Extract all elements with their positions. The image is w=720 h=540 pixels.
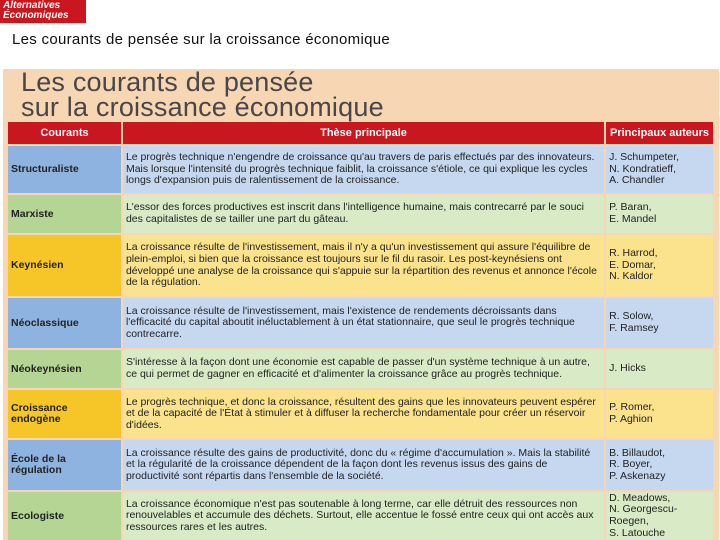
auteurs-cell: P. Romer, P. Aghion [606,390,713,438]
these-cell: Le progrès technique, et donc la croissance, résultent des gains que les innovateurs peuvent espérer et de la capacité de l'État à stimuler et à diffuser la recherche fondamentale pour créer un réservoir d'idées. [123,390,604,438]
these-cell: S'intéresse à la façon dont une économie est capable de passer d'un système technique à un autre, ce qui permet de gagner en efficacité et d'alimenter la croissance grâce au progrès technique. [123,350,604,388]
table-body [8,146,713,540]
these-cell: La croissance résulte de l'investissement, mais il n'y a qu'un investissement qui assure l'équilibre de plein-emploi, si bien que la croissance est toujours sur le fil du rasoir. Les post-keynésiens ont développé une analyse de la croissance qui s'appuie sur la répartition des revenus et annonce l'école de la régulation. [123,235,604,296]
currents-table [6,120,715,540]
infographic-title [21,70,384,120]
table-header-row [8,122,713,144]
header-courants: Courants [8,122,121,144]
logo-line-2: Économiques [3,10,69,21]
infographic-title-line-1: Les courants de pensée [21,69,314,97]
table-row [8,492,713,540]
auteurs-cell: J. Hicks [606,350,713,388]
auteurs-cell: D. Meadows, N. Georgescu-Roegen, S. Latouche [606,492,713,540]
courant-cell: Marxiste [8,195,121,233]
these-cell: L'essor des forces productives est inscrit dans l'intelligence humaine, mais contrecarré par le souci des capitalistes de se tailler une part du gâteau. [123,195,604,233]
auteurs-cell: R. Harrod, E. Domar, N. Kaldor [606,235,713,296]
courant-cell: Structuraliste [8,146,121,193]
auteurs-cell: R. Solow, F. Ramsey [606,298,713,348]
table-row [8,195,713,233]
table-row [8,440,713,490]
page-title: Les courants de pensée sur la croissance économique [12,31,391,48]
auteurs-cell: J. Schumpeter, N. Kondratieff, A. Chandler [606,146,713,193]
table-row [8,146,713,193]
header-auteurs: Principaux auteurs [606,122,713,144]
alternatives-economiques-logo [0,0,86,23]
table-row [8,350,713,388]
these-cell: Le progrès technique n'engendre de croissance qu'au travers de paris effectués par des innovateurs. Mais lorsque l'intensité du progrès technique faiblit, la croissance s'étiole, ce qui explique les cycles longs d'expansion puis de ralentissement de la croissance. [123,146,604,193]
table-row [8,390,713,438]
header-these: Thèse principale [123,122,604,144]
infographic-title-line-2: sur la croissance économique [21,92,384,122]
auteurs-cell: P. Baran, E. Mandel [606,195,713,233]
these-cell: La croissance résulte des gains de productivité, donc du « régime d'accumulation ». Mais la stabilité et la régularité de la croissance dépendent de la façon dont les revenus issus des gains de productivité sont répartis dans l'ensemble de la société. [123,440,604,490]
courant-cell: Néokeynésien [8,350,121,388]
courant-cell: Keynésien [8,235,121,296]
courant-cell: École de la régulation [8,440,121,490]
table-row [8,298,713,348]
these-cell: La croissance économique n'est pas soutenable à long terme, car elle détruit des ressources non renouvelables et accumule des déchets. Surtout, elle accentue le fossé entre ceux qui ont accès aux ressources rares et les autres. [123,492,604,540]
logo-line-1: Alternatives [3,0,61,11]
courant-cell: Néoclassique [8,298,121,348]
courant-cell: Ecologiste [8,492,121,540]
infographic-panel [3,69,719,540]
courant-cell: Croissance endogène [8,390,121,438]
these-cell: La croissance résulte de l'investissement, mais l'existence de rendements décroissants dans l'efficacité du capital aboutit inéluctablement à un état stationnaire, que seul le progrès technique contrecarre. [123,298,604,348]
auteurs-cell: B. Billaudot, R. Boyer, P. Askenazy [606,440,713,490]
table-row [8,235,713,296]
